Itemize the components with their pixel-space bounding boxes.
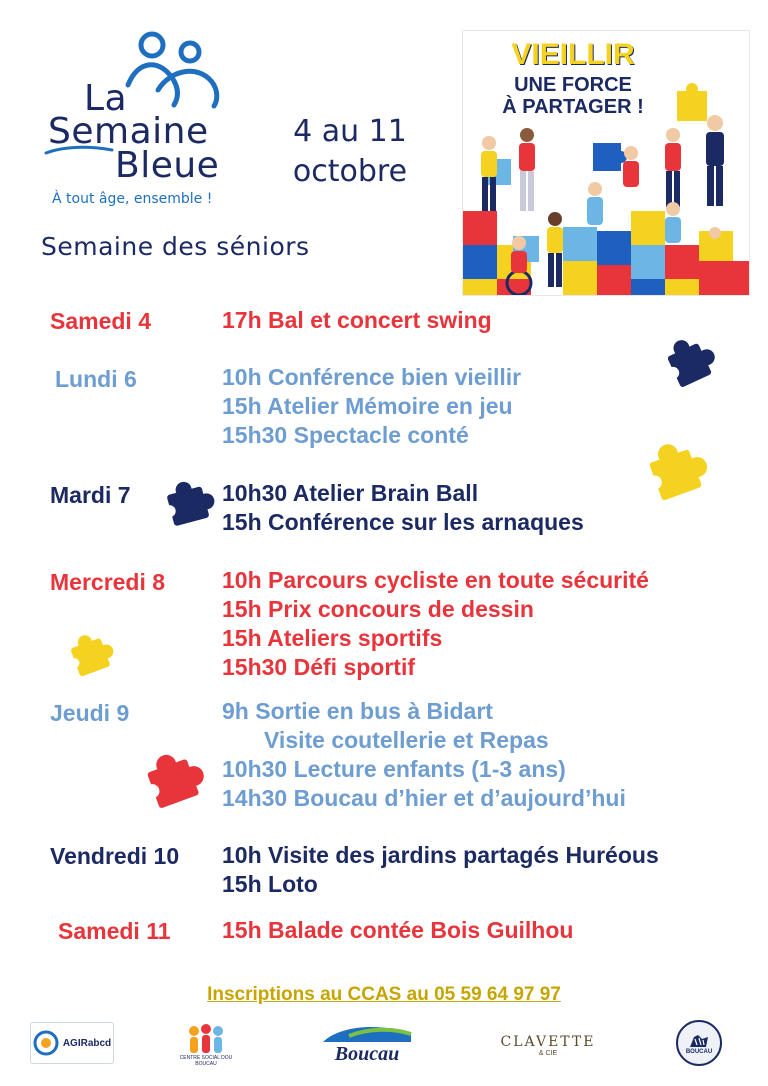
day-mercredi-8: Mercredi 8 [50,569,166,595]
events-mardi-7 [222,479,584,537]
event-item: 10h Parcours cycliste en toute sécurité [222,567,649,593]
puzzle-piece-red-icon [138,750,212,816]
sponsor-clavette-logo [496,1030,600,1060]
logo-line-semaine: Semaine [48,111,209,152]
puzzle-piece-yellow-small-icon [62,630,120,682]
day-samedi-4: Samedi 4 [50,308,151,334]
boucau-wave-icon [319,1024,415,1044]
event-item: 15h Balade contée Bois Guilhou [222,917,574,943]
sponsor-centre-social-logo [178,1020,234,1070]
centre-social-people-icon [186,1023,226,1055]
puzzle-piece-navy-small-icon [158,478,220,534]
sponsor-boucau-logo [312,1022,422,1066]
day-jeudi-9: Jeudi 9 [50,700,130,726]
event-item: 15h30 Défi sportif [222,654,415,680]
events-vendredi-10 [222,841,659,899]
inscriptions-contact: Inscriptions au CCAS au 05 59 64 97 97 [207,984,561,1005]
agir-label: AGIRabcd [62,1037,112,1049]
zebra-seal-icon [688,1031,710,1049]
event-item: 15h Prix concours de dessin [222,596,534,622]
sponsor-agir-logo [30,1022,114,1064]
logo-line-bleue: Bleue [115,145,220,186]
events-samedi-11 [222,916,573,945]
agir-circle-icon [33,1030,59,1056]
event-item: 10h Conférence bien vieillir [222,364,522,390]
page-subtitle: Semaine des séniors [41,232,310,261]
event-item: 15h Loto [222,871,318,897]
day-samedi-11: Samedi 11 [58,918,171,944]
day-vendredi-10: Vendredi 10 [50,843,180,869]
event-item: 10h Visite des jardins partagés Huréous [222,842,659,868]
day-mardi-7: Mardi 7 [50,482,131,508]
clavette-sub-label: & CIE [538,1049,558,1057]
dates-line2: octobre [292,154,408,189]
sponsor-boucau-seal-logo [676,1020,722,1066]
poster-title-line2: UNE FORCE [514,74,632,96]
semaine-bleue-logo-mark [118,30,228,110]
event-item: 15h Atelier Mémoire en jeu [222,393,513,419]
event-item: Visite coutellerie et Repas [264,727,549,753]
events-lundi-6 [222,363,521,450]
event-dates [272,112,428,192]
events-samedi-4 [222,306,492,335]
event-item: 15h Conférence sur les arnaques [222,509,584,535]
logo-line-la: La [84,78,128,119]
event-item: 15h Ateliers sportifs [222,625,443,651]
poster-illustration [463,31,750,296]
boucau-label: Boucau [334,1043,400,1065]
event-item: 10h30 Lecture enfants (1-3 ans) [222,756,566,782]
boucau-seal-label: BOUCAU [685,1049,713,1055]
event-item: 14h30 Boucau d’hier et d’aujourd’hui [222,785,626,811]
event-item: 15h30 Spectacle conté [222,422,469,448]
logo-swoosh [44,144,114,156]
event-item: 10h30 Atelier Brain Ball [222,480,479,506]
day-lundi-6: Lundi 6 [55,366,137,392]
event-item: 9h Sortie en bus à Bidart [222,698,493,724]
events-jeudi-9 [222,697,626,813]
centre-social-label: CENTRE SOCIAL DOU BOUCAU [179,1055,233,1067]
dates-line1: 4 au 11 [293,114,407,149]
events-mercredi-8 [222,566,649,682]
poster-image [462,30,750,296]
clavette-label: CLAVETTE [500,1033,596,1050]
puzzle-piece-yellow-icon [640,438,716,508]
logo-tagline: À tout âge, ensemble ! [52,191,213,207]
poster-title-line3: À PARTAGER ! [502,96,644,118]
event-item: 17h Bal et concert swing [222,307,492,333]
poster-title-line1: VIEILLIR [511,38,635,71]
puzzle-piece-navy-icon [660,334,720,394]
